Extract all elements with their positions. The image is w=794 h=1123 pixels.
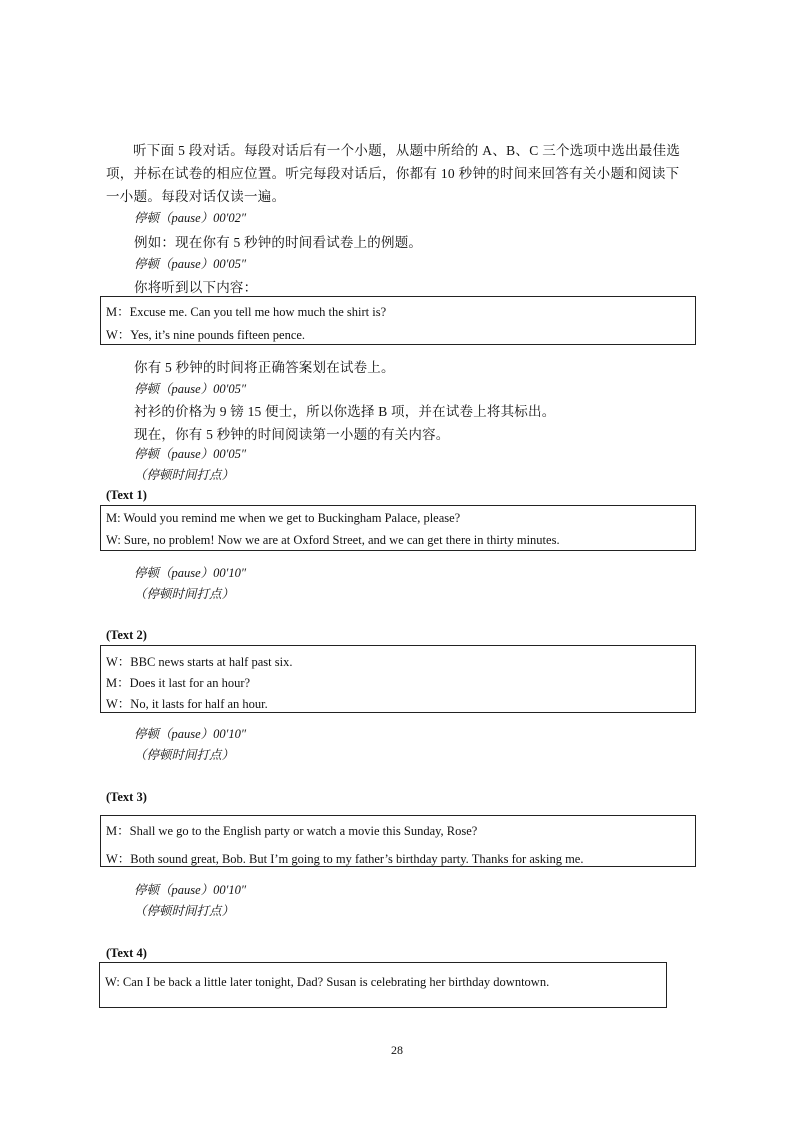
page-number: 28 (391, 1043, 403, 1057)
timing-note: （停顿时间打点） (134, 587, 235, 601)
text3-heading: (Text 3) (106, 790, 147, 804)
text2-dialogue-box (100, 645, 696, 713)
dialogue-line: M：Excuse me. Can you tell me how much the shirt is? (106, 305, 387, 319)
pause-marker: 停顿（pause）00′10″ (134, 566, 247, 580)
dialogue-line: M: Would you remind me when we get to Buckingham Palace, please? (106, 511, 461, 525)
timing-note: （停顿时间打点） (134, 904, 235, 918)
dialogue-line: W：No, it lasts for half an hour. (106, 697, 268, 711)
timing-note: （停顿时间打点） (134, 468, 235, 482)
dialogue-line: W：Both sound great, Bob. But I’m going to my father’s birthday party. Thanks for asking me. (106, 852, 584, 866)
text4-dialogue-box (99, 962, 667, 1008)
pause-marker: 停顿（pause）00′05″ (134, 447, 247, 461)
will-hear-label: 你将听到以下内容： (134, 280, 258, 295)
example-dialogue-box (100, 296, 696, 345)
dialogue-line: W: Can I be back a little later tonight, Dad? Susan is celebrating her birthday downtown. (105, 975, 550, 989)
dialogue-line: W：BBC news starts at half past six. (106, 655, 293, 669)
text1-heading: (Text 1) (106, 488, 147, 502)
text4-heading: (Text 4) (106, 946, 147, 960)
dialogue-line: W：Yes, it’s nine pounds fifteen pence. (106, 328, 306, 342)
answer-instruction: 你有 5 秒钟的时间将正确答案划在试卷上。 (134, 360, 395, 375)
pause-marker: 停顿（pause）00′05″ (134, 382, 247, 396)
dialogue-line: M：Shall we go to the English party or watch a movie this Sunday, Rose? (106, 824, 478, 838)
pause-marker: 停顿（pause）00′10″ (134, 883, 247, 897)
pause-marker: 停顿（pause）00′02″ (134, 211, 247, 225)
pause-marker: 停顿（pause）00′05″ (134, 257, 247, 271)
instructions-paragraph: 听下面 5 段对话。每段对话后有一个小题，从题中所给的 A、B、C 三个选项中选出最佳选项，并标在试卷的相应位置。听完每段对话后，你都有 10 秒钟的时间来回答有关小题和阅读下一小题。每段对话仅读一遍。 (106, 143, 681, 204)
dialogue-line: M：Does it last for an hour? (106, 676, 251, 690)
example-explanation: 衬衫的价格为 9 镑 15 便士，所以你选择 B 项，并在试卷上将其标出。 (134, 404, 556, 419)
reading-instruction: 现在，你有 5 秒钟的时间阅读第一小题的有关内容。 (134, 427, 450, 442)
dialogue-line: W: Sure, no problem! Now we are at Oxford Street, and we can get there in thirty minutes. (106, 533, 560, 547)
example-instruction: 例如：现在你有 5 秒钟的时间看试卷上的例题。 (134, 235, 423, 250)
text1-dialogue-box (100, 505, 696, 551)
text2-heading: (Text 2) (106, 628, 147, 642)
pause-marker: 停顿（pause）00′10″ (134, 727, 247, 741)
timing-note: （停顿时间打点） (134, 748, 235, 762)
text3-dialogue-box (100, 815, 696, 867)
